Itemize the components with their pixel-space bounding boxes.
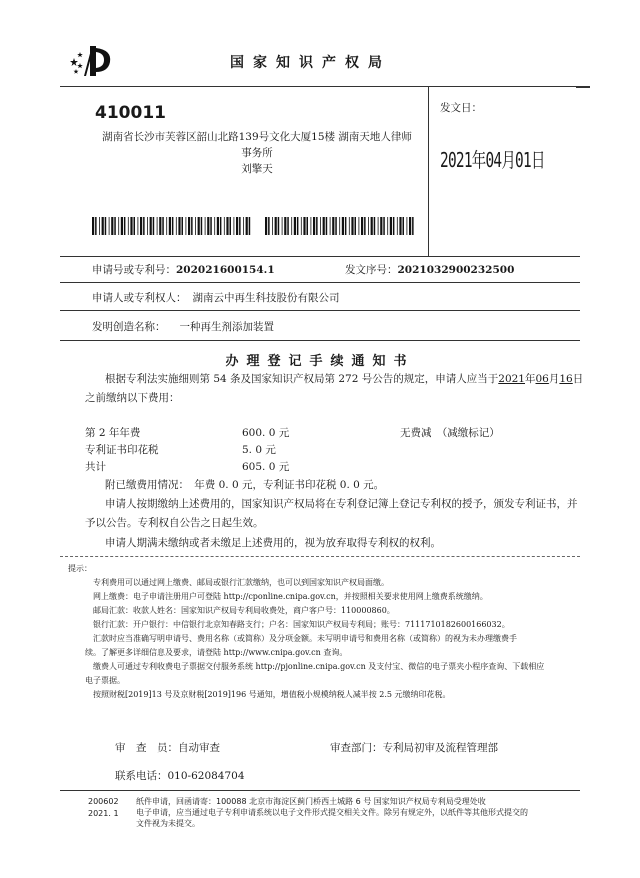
fee-total-amount: 605. 0 元	[242, 461, 290, 473]
barcode-right	[265, 217, 415, 235]
fee-total-label: 共计	[85, 461, 106, 473]
invention-row	[92, 319, 274, 334]
fee-name-2: 专利证书印花税	[85, 444, 159, 456]
rule	[60, 340, 580, 341]
form-version: 2021. 1	[88, 809, 119, 818]
tips-label: 提示：	[68, 564, 92, 573]
paragraph-grant-line-2: 予以公告。专利权自公告之日起生效。	[85, 517, 264, 529]
rule	[60, 310, 580, 311]
tip-line: 按照财税[2019]13 号及京财税[2019]196 号通知，增值税小规模纳税人减半按 2.5 元缴纳印花税。	[93, 690, 451, 699]
fold-mark	[576, 86, 590, 88]
phone-row	[115, 768, 245, 783]
department-row	[330, 740, 498, 755]
due-year: 2021	[498, 373, 525, 385]
department: 专利局初审及流程管理部	[382, 742, 498, 754]
intro-text-2: 之前缴纳以下费用：	[85, 392, 180, 404]
day-unit: 日	[572, 373, 584, 385]
issue-date-value: 2021年04月01日	[440, 148, 545, 172]
rule	[60, 556, 580, 557]
form-code: 200602	[88, 797, 119, 806]
serial-number-row	[345, 262, 514, 277]
address-line-2: 事务所	[241, 147, 273, 159]
examiner: 自动审查	[178, 742, 220, 754]
bottom-notes	[136, 796, 596, 829]
recipient-address	[92, 129, 422, 177]
issue-date-label: 发文日：	[440, 102, 482, 114]
barcode-left	[92, 217, 252, 235]
cnipa-logo	[70, 44, 116, 78]
fee-amount-2: 5. 0 元	[242, 444, 276, 456]
rule	[60, 790, 580, 791]
bottom-note-1: 纸件申请，回函请寄：100088 北京市海淀区蓟门桥西土城路 6 号 国家知识产权局专利局受理处收	[136, 797, 486, 806]
paragraph-grant	[85, 495, 615, 533]
examiner-row	[115, 740, 220, 755]
tip-line: 银行汇款：开户银行：中信银行北京知春路支行；户名：国家知识产权局专利局；账号：7111710182600166032。	[93, 620, 510, 629]
bottom-note-3: 文件视为未提交。	[136, 819, 200, 828]
due-month: 06	[535, 373, 549, 385]
tip-line: 电子票据。	[85, 676, 125, 685]
paid-fees: 附已缴费用情况： 年费 0. 0 元，专利证书印花税 0. 0 元。	[105, 479, 385, 491]
tip-line: 缴费人可通过专利收费电子票据交付服务系统 http://pjonline.cnipa.gov.cn 及支付宝、微信的电子票夹小程序查询、下载相应	[93, 662, 545, 671]
department-label: 审查部门：	[330, 742, 383, 754]
tips-list	[85, 576, 590, 702]
phone-label: 联系电话：	[115, 770, 168, 782]
notice-intro	[85, 370, 610, 408]
postcode: 410011	[95, 103, 166, 123]
address-line-1: 湖南省长沙市芙蓉区韶山北路139号文化大厦15楼 湖南天地人律师	[102, 131, 412, 143]
fee-amount-1: 600. 0 元	[242, 427, 290, 439]
paragraph-abandon: 申请人期满未缴纳或者未缴足上述费用的，视为放弃取得专利权的权利。	[105, 537, 441, 549]
serial-number-label: 发文序号：	[345, 264, 398, 276]
application-number-row	[92, 262, 275, 277]
rule	[60, 256, 580, 257]
paragraph-grant-line-1: 申请人按期缴纳上述费用的，国家知识产权局将在专利登记簿上登记专利权的授予，颁发专利证书，并	[105, 498, 578, 510]
tip-line: 邮局汇款：收款人姓名：国家知识产权局专利局收费处，商户客户号：110000860。	[93, 606, 395, 615]
tip-line: 续。了解更多详细信息及要求，请登陆 http://www.cnipa.gov.cn 查询。	[85, 648, 348, 657]
application-number-label: 申请号或专利号：	[92, 264, 176, 276]
office-name: 国家知识产权局	[230, 55, 391, 71]
rule	[60, 282, 580, 283]
tip-line: 汇款时应当准确写明申请号、费用名称（或简称）及分项金额。未写明申请号和费用名称（或简称）的视为未办理缴费手	[93, 634, 517, 643]
applicant-row	[92, 290, 340, 305]
applicant-label: 申请人或专利权人：	[92, 292, 187, 304]
application-number: 202021600154.1	[176, 264, 275, 276]
fee-note-1: 无费减 （减缴标记）	[400, 427, 500, 439]
due-day: 16	[559, 373, 573, 385]
phone: 010-62084704	[167, 770, 245, 782]
tip-line: 专利费用可以通过网上缴费、邮局或银行汇款缴纳，也可以到国家知识产权局面缴。	[93, 578, 389, 587]
year-unit: 年	[525, 373, 536, 385]
applicant: 湖南云中再生科技股份有限公司	[192, 292, 340, 304]
intro-text: 根据专利法实施细则第 54 条及国家知识产权局第 272 号公告的规定，申请人应当于	[105, 373, 499, 385]
serial-number: 2021032900232500	[397, 264, 515, 276]
invention-label: 发明创造名称：	[92, 321, 166, 333]
tip-line: 网上缴费：电子申请注册用户可登陆 http://cponline.cnipa.gov.cn，并按照相关要求使用网上缴费系统缴纳。	[93, 592, 488, 601]
invention-name: 一种再生剂添加装置	[179, 321, 274, 333]
header-rule	[60, 86, 580, 87]
recipient-name: 刘擎天	[241, 163, 273, 175]
bottom-note-2: 电子申请，应当通过电子专利申请系统以电子文件形式提交相关文件。除另有规定外，以纸件等其他形式提交的	[136, 808, 528, 817]
fee-name-1: 第 2 年年费	[85, 427, 141, 439]
notice-title: 办理登记手续通知书	[225, 354, 415, 369]
header-divider	[428, 86, 429, 256]
examiner-label: 审 查 员：	[115, 742, 178, 754]
month-unit: 月	[548, 373, 560, 385]
